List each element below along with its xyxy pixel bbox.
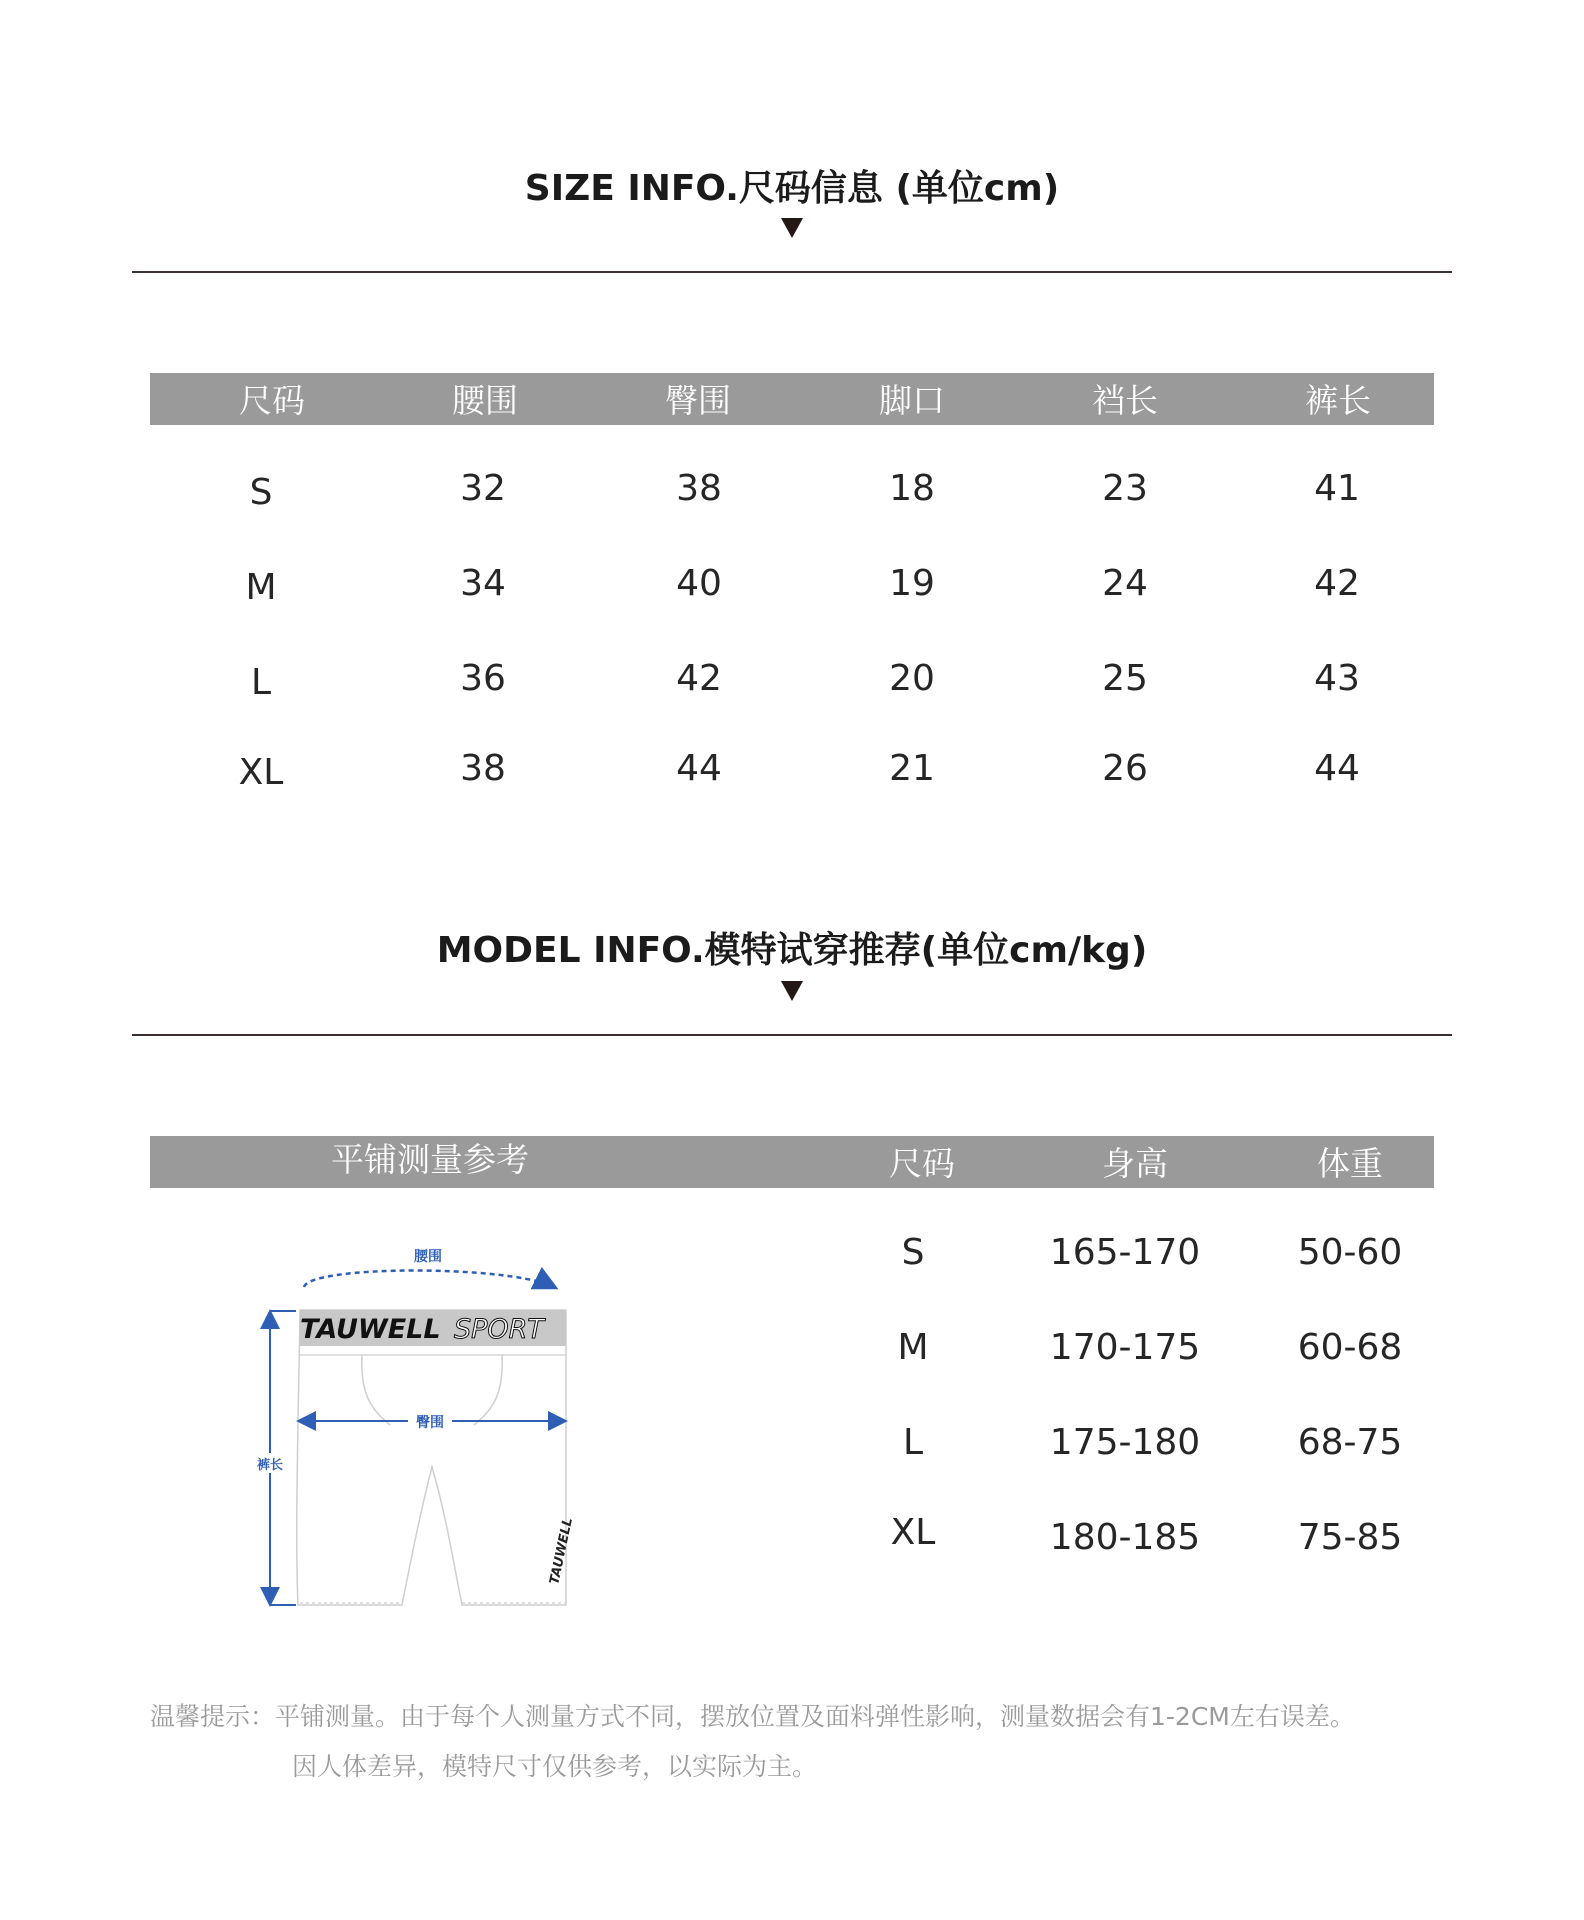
header-leg-opening: 脚口 <box>879 381 945 420</box>
table-cell: 36 <box>460 658 506 699</box>
down-triangle-icon <box>781 981 803 1001</box>
table-cell: S <box>901 1232 925 1273</box>
table-cell: 175-180 <box>1049 1422 1201 1463</box>
table-cell: L <box>902 1422 924 1463</box>
waist-measure-line <box>304 1271 554 1288</box>
waist-label: 腰围 <box>414 1249 442 1265</box>
table-cell: 18 <box>889 468 935 509</box>
table-cell: 26 <box>1102 748 1148 789</box>
header-weight: 体重 <box>1317 1144 1383 1183</box>
divider <box>132 271 1452 273</box>
table-cell: 42 <box>1314 563 1360 604</box>
table-cell: 34 <box>460 563 506 604</box>
table-cell: 20 <box>889 658 935 699</box>
note-line-2: 因人体差异，模特尺寸仅供参考，以实际为主。 <box>292 1752 818 1781</box>
table-cell: XL <box>890 1512 936 1553</box>
divider <box>132 1034 1452 1036</box>
header-waist: 腰围 <box>452 381 518 420</box>
table-cell: 75-85 <box>1297 1517 1403 1558</box>
down-triangle-icon <box>781 218 803 238</box>
table-cell: 42 <box>676 658 722 699</box>
note-line-1: 温馨提示：平铺测量。由于每个人测量方式不同，摆放位置及面料弹性影响，测量数据会有1-2CM左右误差。 <box>150 1702 1355 1731</box>
table-cell: 38 <box>460 748 506 789</box>
header-size: 尺码 <box>239 381 305 420</box>
table-cell: 165-170 <box>1049 1232 1201 1273</box>
table-cell: 44 <box>1314 748 1360 789</box>
header-length: 裤长 <box>1305 381 1371 420</box>
header-height: 身高 <box>1102 1144 1168 1183</box>
table-cell: 21 <box>889 748 935 789</box>
table-cell: 68-75 <box>1297 1422 1403 1463</box>
hip-label: 臀围 <box>416 1415 444 1431</box>
table-cell: M <box>897 1327 929 1368</box>
leg-brand-text: TAUWELL <box>547 1516 576 1586</box>
size-info-title: SIZE INFO.尺码信息 (单位cm) <box>524 168 1060 209</box>
table-cell: S <box>249 472 273 513</box>
shorts-outline <box>297 1310 566 1605</box>
table-cell: 23 <box>1102 468 1148 509</box>
table-cell: 32 <box>460 468 506 509</box>
table-cell: XL <box>238 752 284 793</box>
table-cell: 50-60 <box>1297 1232 1403 1273</box>
table-cell: 40 <box>676 563 722 604</box>
header-size: 尺码 <box>889 1144 955 1183</box>
table-cell: 25 <box>1102 658 1148 699</box>
table-cell: 38 <box>676 468 722 509</box>
table-cell: 180-185 <box>1049 1517 1201 1558</box>
table-cell: 24 <box>1102 563 1148 604</box>
table-cell: 41 <box>1314 468 1360 509</box>
table-cell: 19 <box>889 563 935 604</box>
table-cell: 170-175 <box>1049 1327 1201 1368</box>
header-rise: 裆长 <box>1092 381 1158 420</box>
brand-logo-suffix: SPORT <box>454 1314 544 1345</box>
table-cell: 43 <box>1314 658 1360 699</box>
table-cell: M <box>245 567 277 608</box>
table-cell: 60-68 <box>1297 1327 1403 1368</box>
shorts-measurement-diagram <box>240 1235 580 1615</box>
table-cell: 44 <box>676 748 722 789</box>
header-diagram: 平铺测量参考 <box>331 1140 529 1179</box>
brand-logo: TAUWELL <box>300 1314 441 1345</box>
model-table-header <box>150 1136 1434 1188</box>
size-table-header <box>150 373 1434 425</box>
length-label: 裤长 <box>256 1458 284 1473</box>
header-hip: 臀围 <box>665 381 731 420</box>
table-cell: L <box>250 662 272 703</box>
model-info-title: MODEL INFO.模特试穿推荐(单位cm/kg) <box>436 930 1148 971</box>
